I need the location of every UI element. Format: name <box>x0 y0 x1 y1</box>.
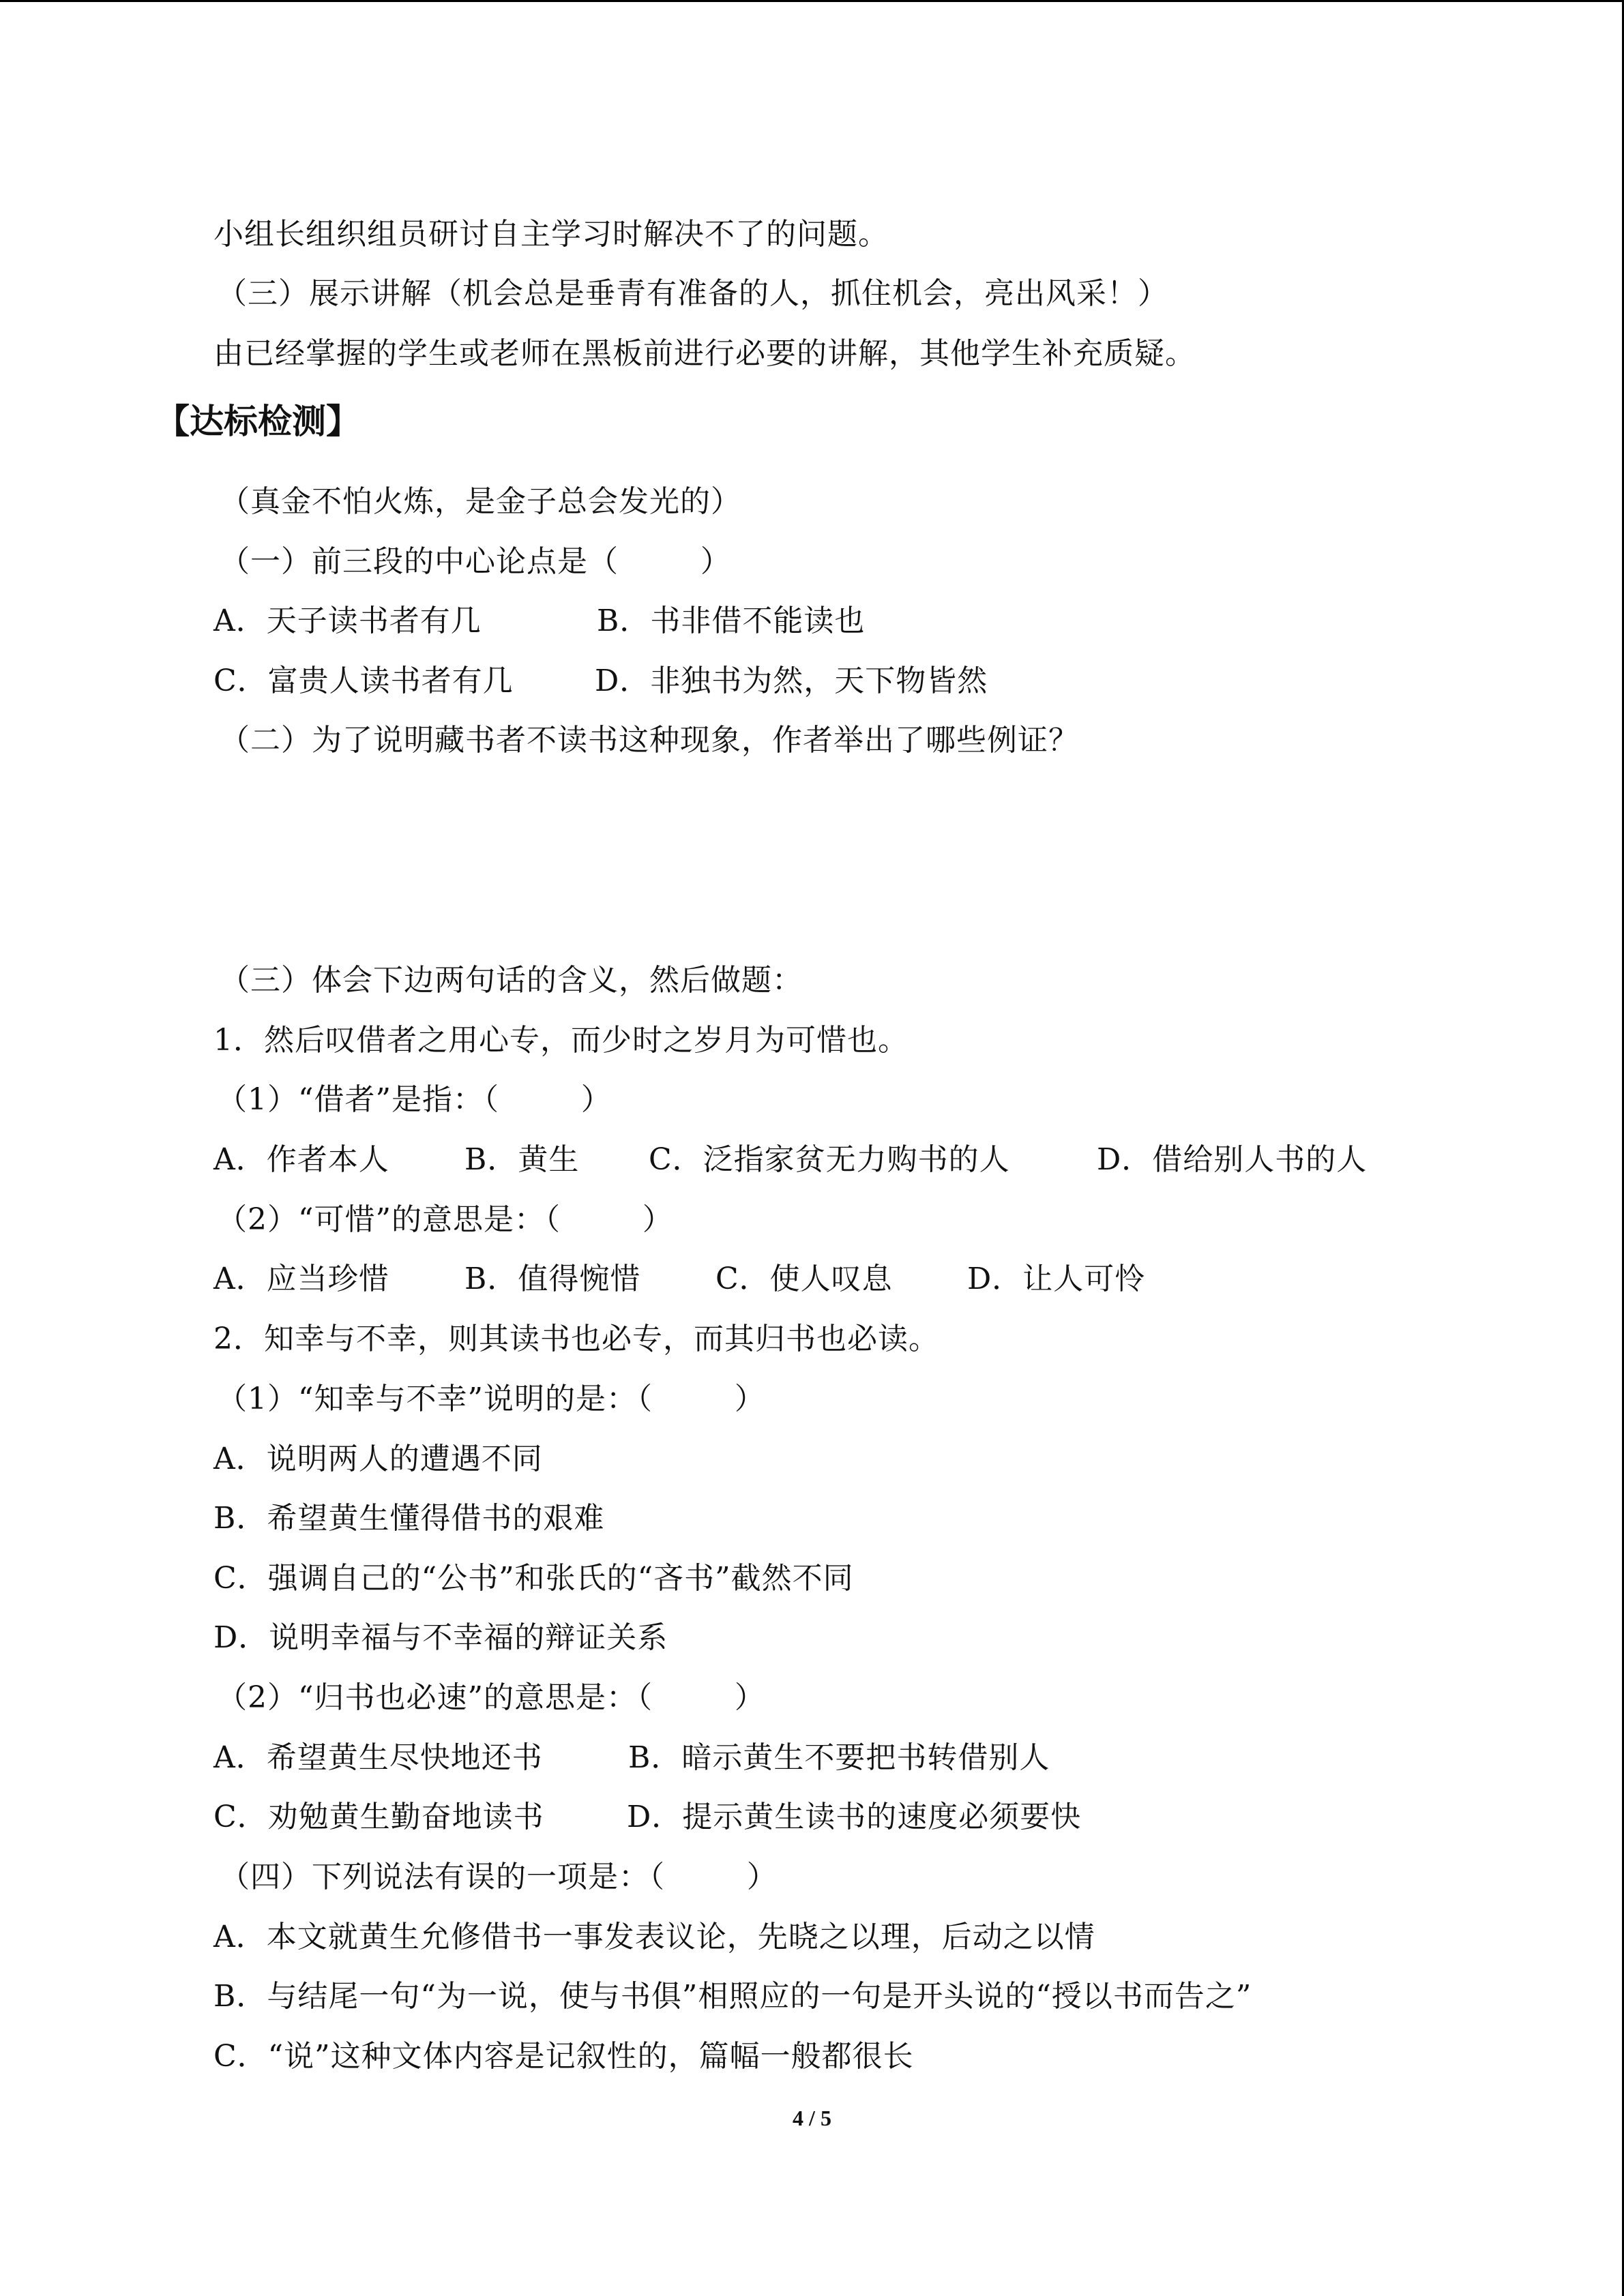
q1-option-b: B．书非借不能读也 <box>597 603 866 638</box>
intro-line-3: 由已经掌握的学生或老师在黑板前进行必要的讲解，其他学生补充质疑。 <box>213 336 1196 371</box>
q3-sentence-1: 1．然后叹借者之用心专，而少时之岁月为可惜也。 <box>213 1023 909 1058</box>
q3-s2q2-option-d: D．提示黄生读书的速度必须要快 <box>627 1800 1082 1834</box>
page-number: 4 / 5 <box>793 2106 831 2130</box>
q3-sentence-2: 2．知幸与不幸，则其读书也必专，而其归书也必读。 <box>213 1322 939 1356</box>
q2-stem: （二）为了说明藏书者不读书这种现象，作者举出了哪些例证？ <box>220 723 1079 758</box>
q3-s1q1-option-c: C．泛指家贫无力购书的人 <box>649 1142 1010 1177</box>
q3-s1q2-option-d: D．让人可怜 <box>967 1262 1146 1296</box>
q3-s2q1-option-d: D．说明幸福与不幸福的辩证关系 <box>213 1620 668 1655</box>
q3-s2q2-option-a: A．希望黄生尽快地还书 <box>213 1740 543 1775</box>
q3-s1q1-option-a: A．作者本人 <box>213 1142 389 1177</box>
q3-s2-question-2: （2）“归书也必速”的意思是：（ ） <box>217 1680 765 1715</box>
q3-s1-question-2: （2）“可惜”的意思是：（ ） <box>217 1202 673 1237</box>
q3-s1-question-1: （1）“借者”是指：（ ） <box>217 1082 612 1117</box>
q3-s1q2-option-a: A．应当珍惜 <box>213 1262 389 1296</box>
q3-s2q2-option-c: C．劝勉黄生勤奋地读书 <box>213 1800 544 1834</box>
q1-option-d: D．非独书为然，天下物皆然 <box>595 664 988 698</box>
q1-option-a: A．天子读书者有几 <box>213 603 482 638</box>
q3-s1q1-option-b: B．黄生 <box>464 1142 580 1177</box>
q4-option-c: C．“说”这种文体内容是记叙性的，篇幅一般都很长 <box>213 2039 914 2074</box>
q1-option-c: C．富贵人读书者有几 <box>213 664 514 698</box>
q3-s1q1-option-d: D．借给别人书的人 <box>1097 1142 1368 1177</box>
q3-s2q1-option-a: A．说明两人的遭遇不同 <box>213 1442 543 1476</box>
q1-stem: （一）前三段的中心论点是（ ） <box>220 544 731 579</box>
intro-line-1: 小组长组织组员研讨自主学习时解决不了的问题。 <box>213 217 889 252</box>
q4-option-b: B．与结尾一句“为一说，使与书俱”相照应的一句是开头说的“授以书而告之” <box>213 1979 1252 2014</box>
intro-line-2: （三）展示讲解（机会总是垂青有准备的人，抓住机会，亮出风采！） <box>217 276 1168 311</box>
q3-s1q2-option-b: B．值得惋惜 <box>464 1262 641 1296</box>
page-border-top <box>0 0 1624 2</box>
q4-option-a: A．本文就黄生允修借书一事发表议论，先晓之以理，后动之以情 <box>213 1920 1095 1954</box>
q3-s2q2-option-b: B．暗示黄生不要把书转借别人 <box>628 1740 1050 1775</box>
section-motto: （真金不怕火炼，是金子总会发光的） <box>220 484 741 519</box>
q3-s2q1-option-b: B．希望黄生懂得借书的艰难 <box>213 1501 605 1536</box>
q3-s1q2-option-c: C．使人叹息 <box>715 1262 893 1296</box>
q3-s2-question-1: （1）“知幸与不幸”说明的是：（ ） <box>217 1382 765 1416</box>
q3-stem: （三）体会下边两句话的含义，然后做题： <box>220 963 803 998</box>
q4-stem: （四）下列说法有误的一项是：（ ） <box>220 1860 778 1894</box>
section-title: 【达标检测】 <box>156 402 360 441</box>
q3-s2q1-option-c: C．强调自己的“公书”和张氏的“吝书”截然不同 <box>213 1561 854 1596</box>
